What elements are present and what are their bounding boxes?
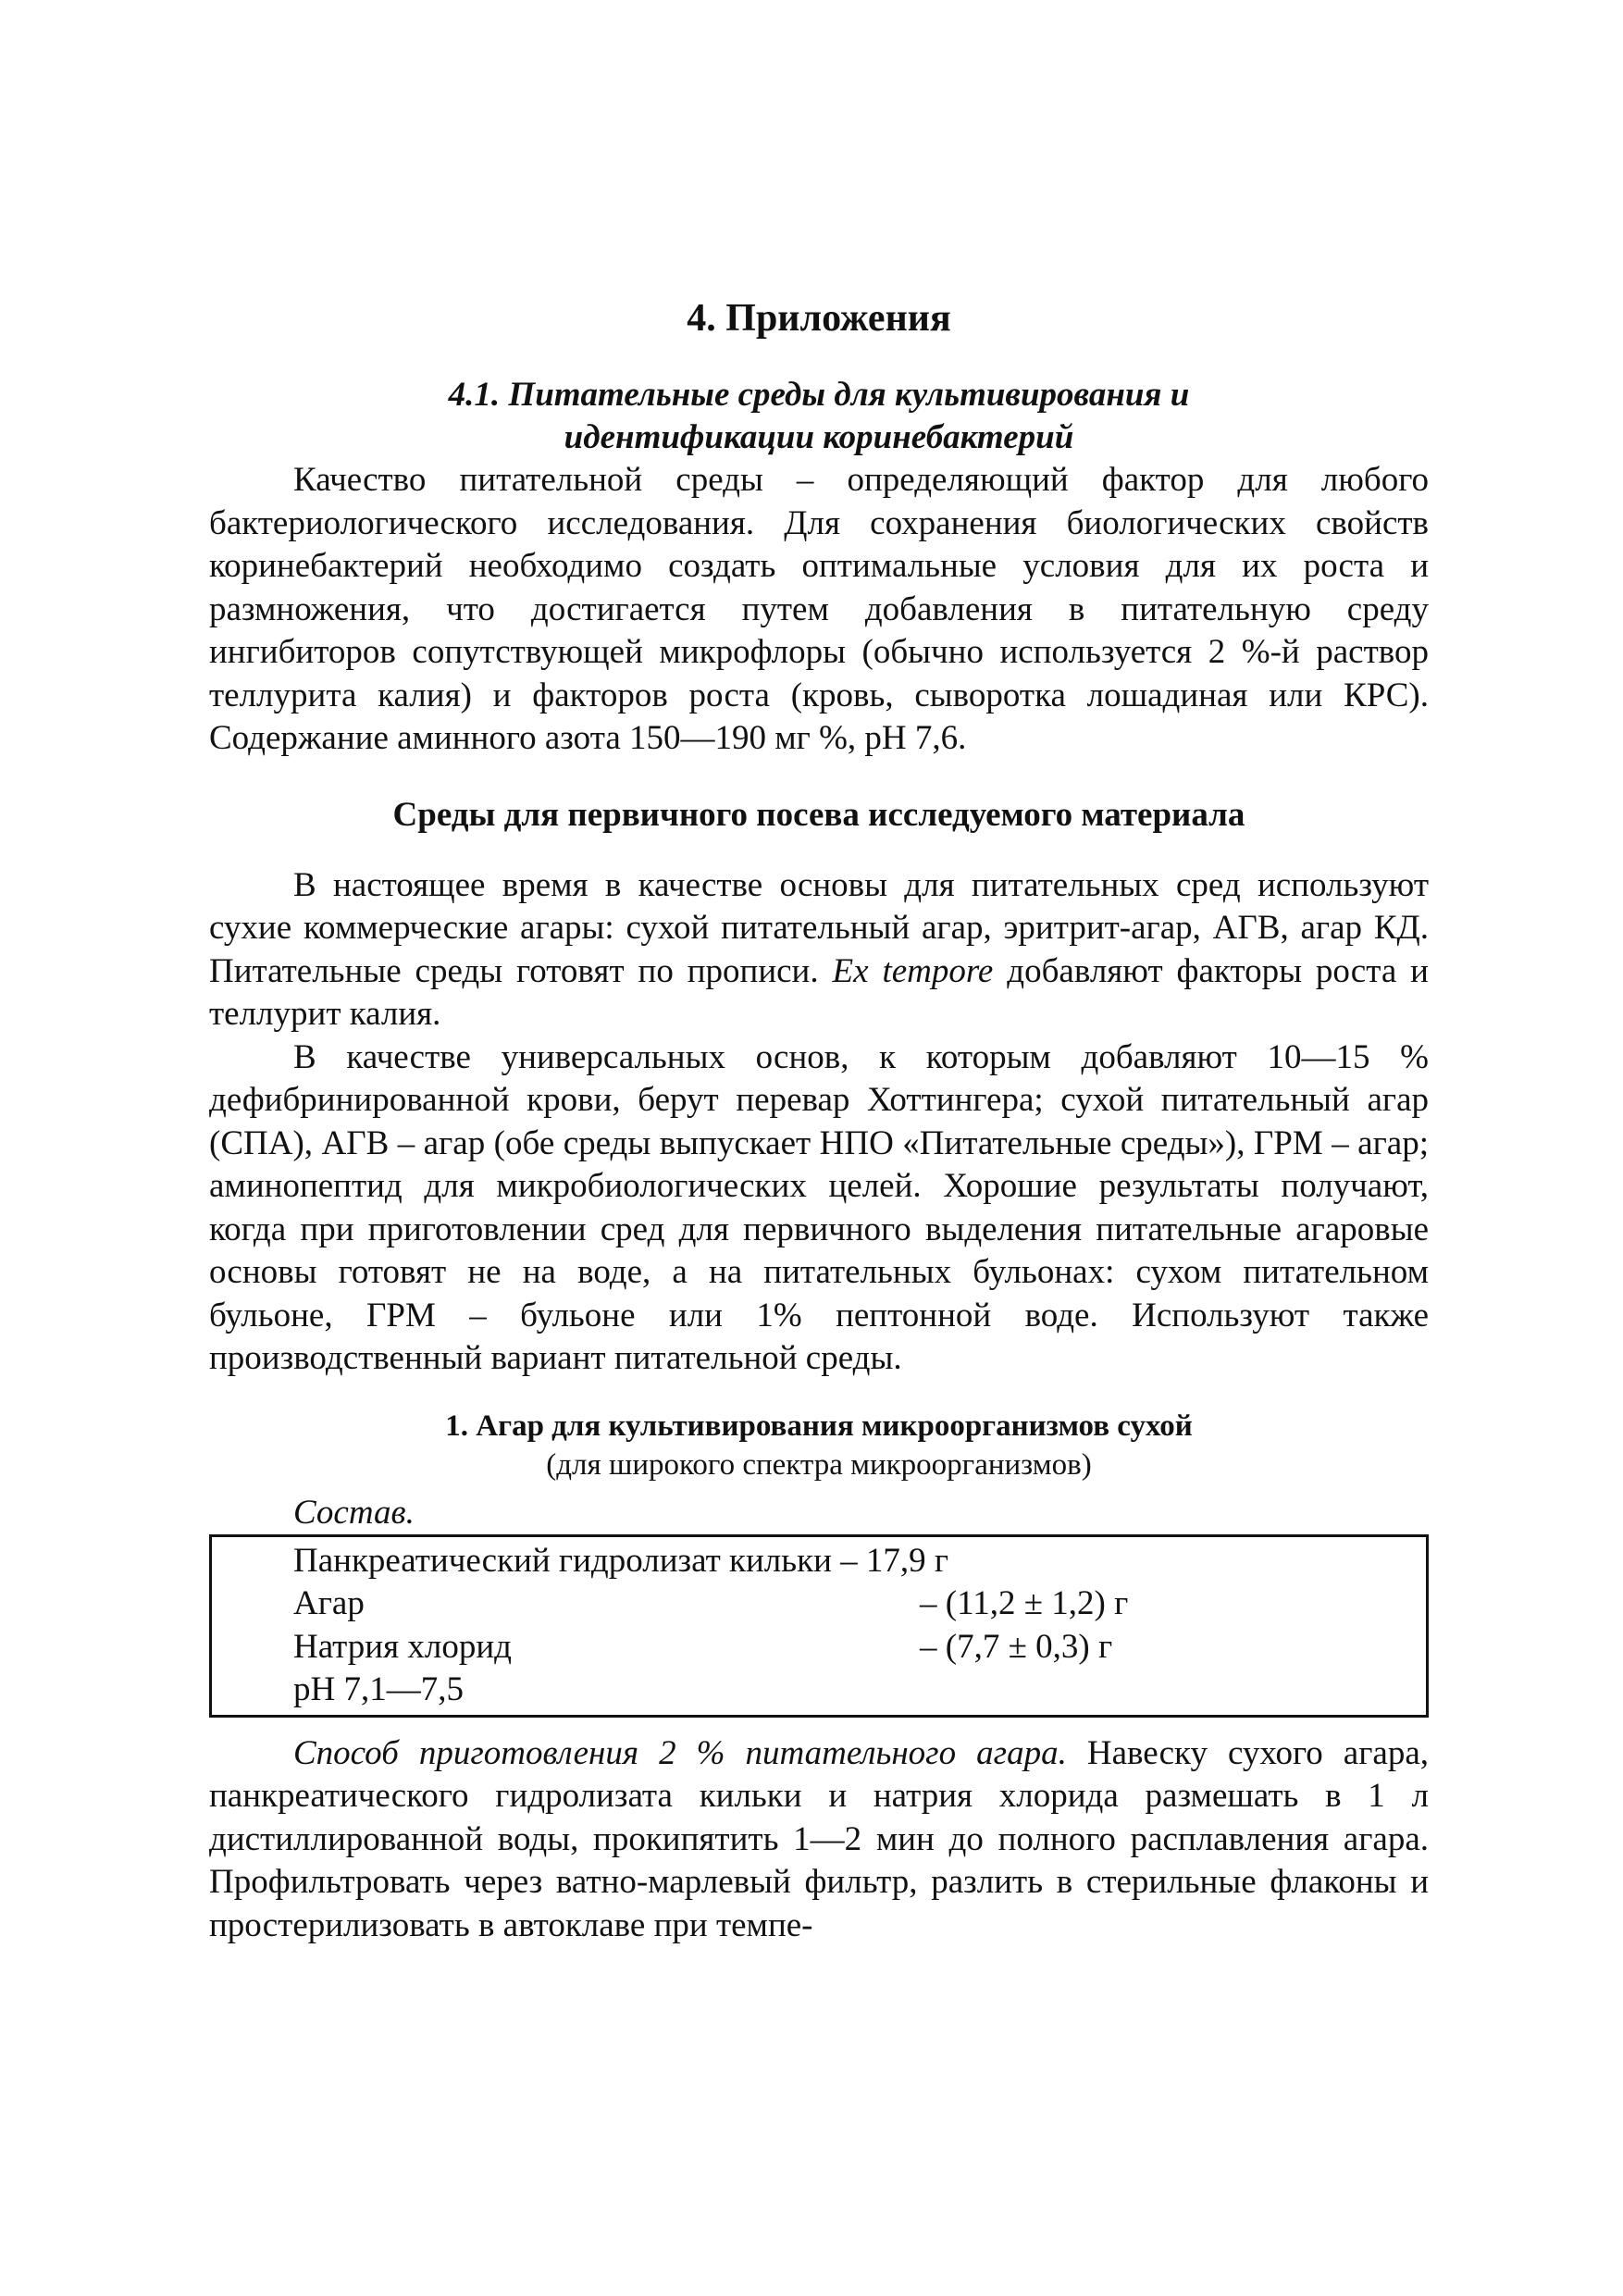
subsection-title-line-2: идентификации коринебактерий xyxy=(564,418,1074,456)
composition-label: Состав. xyxy=(293,1493,415,1532)
paragraph-bases-text: В настоящее время в качестве основы для питательных сред используют сухие коммерческие агары: сухой питательный агар, эритрит-агар, АГВ, агар КД. Питательные среды готовят по прописи. xyxy=(209,865,1429,990)
preparation-paragraph xyxy=(209,1732,1429,1948)
composition-row xyxy=(293,1669,1426,1712)
ingredient-amount: – (11,2 ± 1,2) г xyxy=(920,1584,1129,1622)
ingredient-name: рН 7,1—7,5 xyxy=(293,1670,464,1708)
composition-row xyxy=(293,1540,1426,1583)
ingredient-amount: – (7,7 ± 0,3) г xyxy=(920,1627,1113,1666)
ingredient-name: Агар xyxy=(293,1584,365,1622)
page-title: 4. Приложения xyxy=(687,297,951,340)
composition-box xyxy=(209,1534,1429,1718)
paragraph-bases xyxy=(209,864,1429,1036)
ex-tempore-term: Ex tempore xyxy=(832,951,994,990)
paragraph-universal-bases: В качестве универсальных основ, к которым добавляют 10—15 % дефибринированной крови, берут перевар Хоттингера; сухой питательный агар (СПА), АГВ – агар (обе среды выпускает НПО «Питательные среды»), ГРМ – агар; аминопептид для микробиологических целей. Хорошие результаты получают, когда при приготовлении сред для первичного выделения питательные агаровые основы готовят не на воде, а на питательных бульонах: сухом питательном бульоне, ГРМ – бульоне или 1% пептонной воде. Используют также производственный вариант питательной среды. xyxy=(209,1037,1429,1377)
ingredient-name: Панкреатический гидролизат кильки – 17,9 г xyxy=(293,1541,949,1580)
table-title: 1. Агар для культивирования микроорганизмов сухой xyxy=(445,1409,1193,1443)
preparation-method-title: Способ приготовления 2 % питательного агара. xyxy=(293,1733,1067,1772)
composition-row xyxy=(293,1626,1426,1669)
intro-paragraph: Качество питательной среды – определяющий фактор для любого бактериологического исследования. Для сохранения биологических свойств коринебактерий необходимо создать оптимальные условия для их роста и размножения, что достигается путем добавления в питательную среду ингибиторов сопутствующей микрофлоры (обычно используется 2 %-й раствор теллурита калия) и факторов роста (кровь, сыворотка лошадиная или КРС). Содержание аминного азота 150—190 мг %, рН 7,6. xyxy=(209,461,1429,757)
page-content xyxy=(209,294,1429,1947)
ingredient-name: Натрия хлорид xyxy=(293,1627,512,1666)
subsection-title-line-1: 4.1. Питательные среды для культивирования и xyxy=(448,376,1190,414)
preparation-method-text: Навеску сухого агара, панкреатического гидролизата кильки и натрия хлорида размешать в 1 л дистиллированной воды, прокипятить 1—2 мин до полного расплавления агара. Профильтровать через ватно-марлевый фильтр, разлить в стерильные флаконы и простерилизовать в автоклаве при темпе- xyxy=(209,1733,1429,1944)
paragraph-bases-tail: добавляют факторы роста и теллурит калия. xyxy=(209,951,1429,1033)
table-subtitle: (для широкого спектра микроорганизмов) xyxy=(546,1447,1092,1482)
composition-row xyxy=(293,1582,1426,1626)
section-heading: Среды для первичного посева исследуемого материала xyxy=(392,795,1245,834)
